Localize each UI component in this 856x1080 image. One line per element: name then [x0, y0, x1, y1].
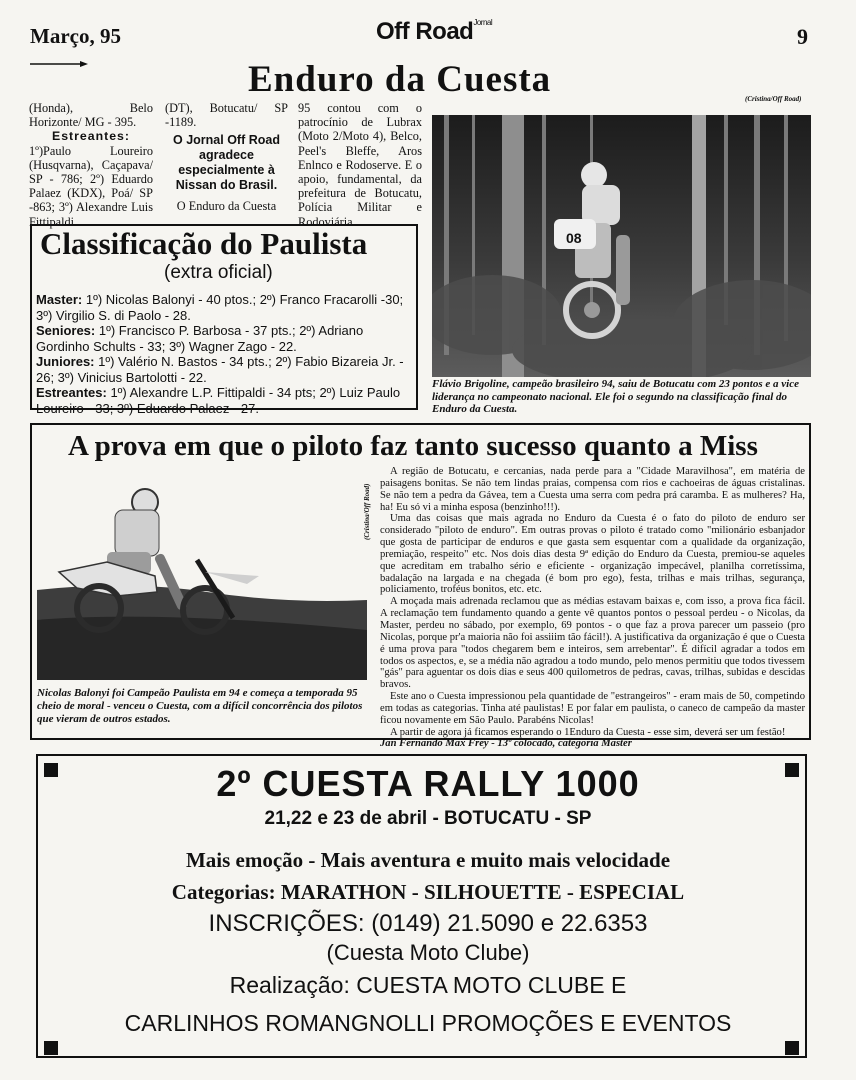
result-master-label: Master:: [36, 292, 83, 307]
enduro-col1-text-b: 1º)Paulo Loureiro (Husqvarna), Caçapava/ SP - 786; 2º) Eduardo Palaez (KDX), Poá/ SP -863; 3º) Alexandre Luis Fittipaldi: [29, 143, 153, 229]
enduro-column-3: 95 contou com o patrocínio de Lubrax (Moto 2/Moto 4), Belco, Peel's Bleffe, Aros Enlnco e Rodoserve. E o apoio, fundamental, da prefeitura de Botucatu, Polícia Militar e Rodoviária.: [298, 101, 422, 229]
arrow-icon: [30, 60, 88, 68]
rally-registration-phone: INSCRIÇÕES: (0149) 21.5090 e 22.6353: [208, 910, 648, 937]
photo-credit: (Cristina/Off Road): [745, 95, 802, 103]
miss-headline: A prova em que o piloto faz tanto sucesso quanto a Miss: [68, 430, 758, 462]
result-master-text: 1º) Nicolas Balonyi - 40 ptos.; 2º) Franco Fracarolli -30; 3º) Virgilio S. di Paolo - 28.: [36, 292, 404, 323]
classification-title: Classificação do Paulista: [40, 226, 368, 261]
result-seniores-label: Seniores:: [36, 323, 96, 338]
result-juniores-label: Juniores:: [36, 354, 95, 369]
article-signature: Jan Fernando Max Frey - 13º colocado, categoria Master: [380, 738, 632, 750]
photo-caption-miss: Nicolas Balonyi foi Campeão Paulista em 94 e começa a temporada 95 cheio de moral - venceu o Cuesta, com a difícil concorrência dos pilotos que vieram de outros estados.: [37, 687, 363, 725]
rider-forest-photo: [432, 115, 811, 377]
enduro-col1-text-a: (Honda), Belo Horizonte/ MG - 395.: [29, 101, 153, 130]
classification-results: [36, 292, 412, 416]
article-paragraph: Uma das coisas que mais agrada no Enduro da Cuesta é o fato do piloto de enduro ser considerado "piloto de enduro". Em outras provas o piloto é tratado como "milionário esbanjador que gosta de participar de enduros e que gasta sem esquentar com a qualidade da organização, premiação, respeito" etc. Nos dois dias desta 9ª edição do Enduro da Cuesta, premiou-se aqueles que acreditam em trabalho sério e eficiente - organização impecável, planilha corretíssima, badalação na largada e na chegada (é bom pro ego), festa, trilhas e mais trilhas, segurança, policiamento, troféus bonitos, etc. etc.: [380, 513, 805, 596]
article-paragraph: A moçada mais adrenada reclamou que as médias estavam baixas e, com isso, a prova fica fácil. A reclamação tem fundamento quando a gente vê quantos pontos o pessoal perdeu - o Nicolas, da Master, perdeu no sábado, por exemplo, 69 pontos - o que faz a prova parecer um passeio (pro Nicolas, porque pr'a maioria não foi assiiim tão fácil!). A justificativa da organização é que o Cuesta é uma prova para "todos chegarem bem e inteiros, sem arrebentar". É difícil agradar a todos em todos os aspectos, e, se a média não agradou a todo mundo, pelo menos permitiu que todos tivessem "gás" para aguentar os dois dias e seus 400 quilometros de pedras, cavas, trilhas, subidas e descidas bravos.: [380, 596, 805, 691]
classification-subtitle: (extra oficial): [164, 262, 273, 283]
rally-club: (Cuesta Moto Clube): [326, 940, 530, 965]
photo-caption: Flávio Brigoline, campeão brasileiro 94, saiu de Botucatu com 23 pontos e a vice liderança no campeonato nacional. Ele foi o segundo na classificação final do Enduro da Cuesta.: [432, 378, 799, 415]
enduro-col2-text-a: (DT), Botucatu/ SP -1189.: [165, 101, 288, 130]
result-master: [36, 292, 412, 323]
rally-categories: Categorias: MARATHON - SILHOUETTE - ESPECIAL: [171, 880, 685, 904]
corner-mark: [785, 1041, 799, 1055]
sponsor-thanks: O Jornal Off Road agradece especialmente à Nissan do Brasil.: [173, 133, 280, 193]
issue-date: Março, 95: [30, 24, 121, 48]
rally-organizer-line1: Realização: CUESTA MOTO CLUBE E: [229, 972, 627, 998]
rally-organizer-line2: CARLINHOS ROMANGNOLLI PROMOÇÕES E EVENTOS: [124, 1010, 732, 1036]
result-estreantes-text: 1º) Alexandre L.P. Fittipaldi - 34 pts; 2º) Luiz Paulo Loureiro - 33; 3º) Eduardo Palaez - 27.: [36, 385, 401, 416]
result-juniores: [36, 354, 412, 385]
result-seniores: [36, 323, 412, 354]
rally-date: 21,22 e 23 de abril - BOTUCATU - SP: [264, 808, 592, 829]
newspaper-name: [376, 18, 492, 46]
result-estreantes-label: Estreantes:: [36, 385, 107, 400]
rally-slogan: Mais emoção - Mais aventura e muito mais velocidade: [185, 848, 671, 872]
page-number: 9: [797, 24, 808, 49]
enduro-col2-text-b: O Enduro da Cuesta: [176, 199, 277, 214]
article-paragraph: Este ano o Cuesta impressionou pela quantidade de "estrangeiros" - eram mais de 50, competindo em todas as categorias. Tinha até paulistas! E por falar em paulista, o caneco de campeão da master ficou novamente em São Paulo. Parabéns Nicolas!: [380, 691, 805, 726]
photo-credit-vertical: (Cristina/Off Road): [363, 483, 371, 540]
enduro-column-1: [29, 101, 153, 229]
enduro-column-2: [165, 101, 288, 214]
result-seniores-text: 1º) Francisco P. Barbosa - 37 pts.; 2º) Adriano Gordinho Schults - 33; 3º) Wagner Zago - 22.: [36, 323, 364, 354]
enduro-headline: Enduro da Cuesta: [248, 59, 552, 100]
result-estreantes: [36, 385, 412, 416]
svg-text:08: 08: [566, 230, 582, 246]
result-juniores-text: 1º) Valério N. Bastos - 34 pts.; 2º) Fabio Bizareia Jr. - 26; 3º) Vinicius Bartolotti - 22.: [36, 354, 404, 385]
corner-mark: [44, 1041, 58, 1055]
estreantes-subhead: Estreantes:: [52, 129, 130, 144]
newspaper-name-small: Jornal: [473, 18, 493, 27]
article-paragraph: A partir de agora já ficamos esperando o 1Enduro da Cuesta - esse sim, deverá ser um festão!: [390, 726, 786, 738]
rider-jump-photo: [37, 480, 367, 680]
rally-title: 2º CUESTA RALLY 1000: [216, 763, 640, 804]
article-paragraph: A região de Botucatu, e cercanias, nada perde para a "Cidade Maravilhosa", em matéria de paisagens bonitas. Se não tem lindas praias, compensa com rios e cachoeiras de águas cristalinas. Se não tem a pedra da Gávea, tem a Cuesta uma serra com pedra prá caramba. E as mulheres? Ha, ha! Eu só vi a minha esposa (benzinho!!!).: [380, 466, 805, 513]
newspaper-name-text: Off Road: [376, 18, 474, 45]
miss-article-body: [380, 466, 805, 750]
